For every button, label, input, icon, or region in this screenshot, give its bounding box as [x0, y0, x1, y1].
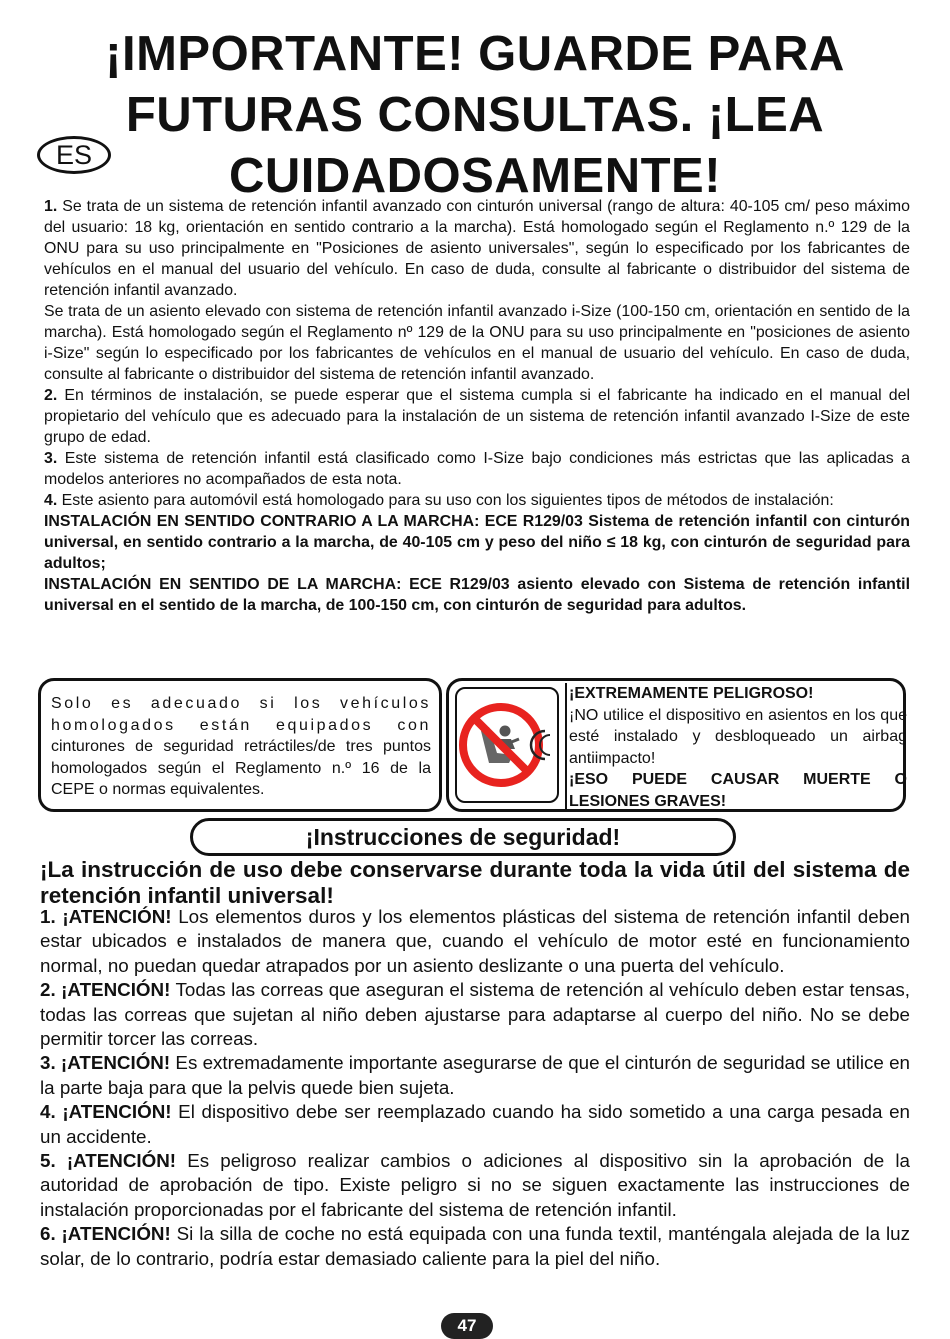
airbag-warning-box [446, 678, 906, 812]
paragraph-text: Se trata de un sistema de retención infantil avanzado con cinturón universal (rango de altura: 40-105 cm/ peso máximo del usuario: 18 kg, orientación en sentido contrario a la marcha). Está homologado según el Reglamento n.º 129 de la ONU para su uso principalmente en "Posiciones de asiento universales", según lo especificado por los fabricantes de vehículos en el manual del usuario del vehículo. En caso de duda, consulte al fabricante o distribuidor del sistema de retención infantil avanzado. [44, 198, 910, 299]
safety-item-text: Es extremadamente importante asegurarse de que el cinturón de seguridad se utilice en la parte baja para que la pelvis quede bien sujeta. [40, 1052, 911, 1098]
intro-paragraph-3 [44, 448, 910, 490]
forward-facing-installation [44, 574, 910, 616]
warning-body: ¡NO utilice el dispositivo en asientos en los que esté instalado y desbloqueado un airbag antiimpacto! [569, 706, 907, 767]
suitability-text [51, 693, 431, 801]
attention-label: 2. ¡ATENCIÓN! [40, 979, 171, 1001]
intro-paragraph-1 [44, 196, 910, 301]
safety-item-6 [40, 1222, 910, 1271]
warning-icon-cell [455, 687, 559, 803]
paragraph-text: En términos de instalación, se puede esperar que el sistema cumpla si el fabricante ha indicado en el manual del propietario del vehículo que es adecuado para la instalación de un sistema de retención infantil avanzado I-Size de este grupo de edad. [44, 387, 910, 446]
safety-item-text: Es peligroso realizar cambios o adiciones al dispositivo sin la aprobación de la autoridad de aprobación de tipo. Existe peligro si no se siguen exactamente las instrucciones de instalación proporcionadas por el fabricante del sistema de retención infantil. [40, 1150, 911, 1220]
suitability-text-line1: Solo es adecuado si los vehículos homologados están equipados con [51, 695, 431, 734]
safety-instructions-banner: ¡Instrucciones de seguridad! [190, 818, 736, 856]
no-seat-airbag-icon [457, 697, 557, 793]
intro-section [44, 196, 910, 616]
forward-facing-text: INSTALACIÓN EN SENTIDO DE LA MARCHA: ECE R129/03 asiento elevado con Sistema de retención infantil universal en el sentido de la marcha, de 100-150 cm, con cinturón de seguridad para adultos. [44, 576, 910, 614]
item-number: 2. [44, 387, 58, 404]
rear-facing-installation [44, 511, 910, 574]
intro-paragraph-1b: Se trata de un asiento elevado con sistema de retención infantil avanzado i-Size (100-150 cm, orientación en sentido de la marcha). Está homologado según el Reglamento nº 129 de la ONU para su uso principalmente en "posiciones de asiento i-Size" según lo especificado por los fabricantes de vehículos en el manual de usuario del vehículo. En caso de duda, consulte al fabricante o distribuidor del sistema de retención infantil avanzado. [44, 303, 910, 383]
attention-label: 3. ¡ATENCIÓN! [40, 1052, 171, 1074]
safety-subheading: ¡La instrucción de uso debe conservarse durante toda la vida útil del sistema de retención infantil universal! [40, 857, 910, 908]
attention-label: 1. ¡ATENCIÓN! [40, 906, 172, 927]
rear-facing-text: INSTALACIÓN EN SENTIDO CONTRARIO A LA MARCHA: ECE R129/03 Sistema de retención infantil con cinturón universal, en sentido contrario a la marcha, de 40-105 cm y peso del niño ≤ 18 kg, con cinturón de seguridad para adultos; [44, 513, 910, 572]
safety-item-text: Todas las correas que aseguran el sistema de retención al vehículo deben estar tensas, todas las correas que sujetan al niño deben ajustarse para adaptarse al cuerpo del niño. No se debe permitir torcer las correas. [40, 979, 910, 1050]
warning-text [565, 683, 907, 812]
suitability-text-rest: cinturones de seguridad retráctiles/de tres puntos homologados según el Reglamento n.º 16 de la CEPE o normas equivalentes. [51, 738, 431, 798]
warning-heading: ¡EXTREMAMENTE PELIGROSO! [569, 685, 814, 702]
attention-label: 5. ¡ATENCIÓN! [40, 1150, 177, 1172]
safety-item-3 [40, 1051, 910, 1100]
safety-item-1 [40, 905, 910, 978]
paragraph-text: Este sistema de retención infantil está clasificado como I-Size bajo condiciones más estrictas que las aplicadas a modelos anteriores no acompañados de esta nota. [44, 450, 910, 488]
page-number: 47 [441, 1313, 493, 1339]
paragraph-text: Este asiento para automóvil está homologado para su uso con los siguientes tipos de métodos de instalación: [57, 492, 834, 509]
safety-instructions-list [40, 905, 910, 1271]
safety-item-text: Los elementos duros y los elementos plásticas del sistema de retención infantil deben estar ubicados e instalados de manera que, cuando el vehículo de motor esté en funcionamiento normal, no puedan quedar atrapados por un asiento deslizante o una puerta del vehículo. [40, 906, 910, 976]
safety-item-4 [40, 1100, 910, 1149]
suitability-box [38, 678, 442, 812]
attention-label: 4. ¡ATENCIÓN! [40, 1101, 172, 1123]
page-title: ¡IMPORTANTE! GUARDE PARA FUTURAS CONSULTAS. ¡LEA CUIDADOSAMENTE! [105, 27, 845, 203]
item-number: 1. [44, 198, 58, 215]
safety-item-2 [40, 978, 910, 1051]
item-number: 3. [44, 450, 58, 467]
intro-paragraph-4 [44, 490, 910, 511]
safety-item-text: El dispositivo debe ser reemplazado cuando ha sido sometido a una carga pesada en un accidente. [40, 1101, 910, 1147]
safety-item-5 [40, 1149, 910, 1222]
item-number: 4. [44, 492, 58, 509]
safety-item-text: Si la silla de coche no está equipada con una funda textil, manténgala alejada de la luz solar, de lo contrario, podría estar demasiado caliente para la piel del niño. [40, 1223, 910, 1269]
language-badge: ES [37, 136, 111, 174]
warning-consequence: ¡ESO PUEDE CAUSAR MUERTE O LESIONES GRAVES! [569, 771, 907, 810]
attention-label: 6. ¡ATENCIÓN! [40, 1223, 171, 1245]
intro-paragraph-2 [44, 385, 910, 448]
